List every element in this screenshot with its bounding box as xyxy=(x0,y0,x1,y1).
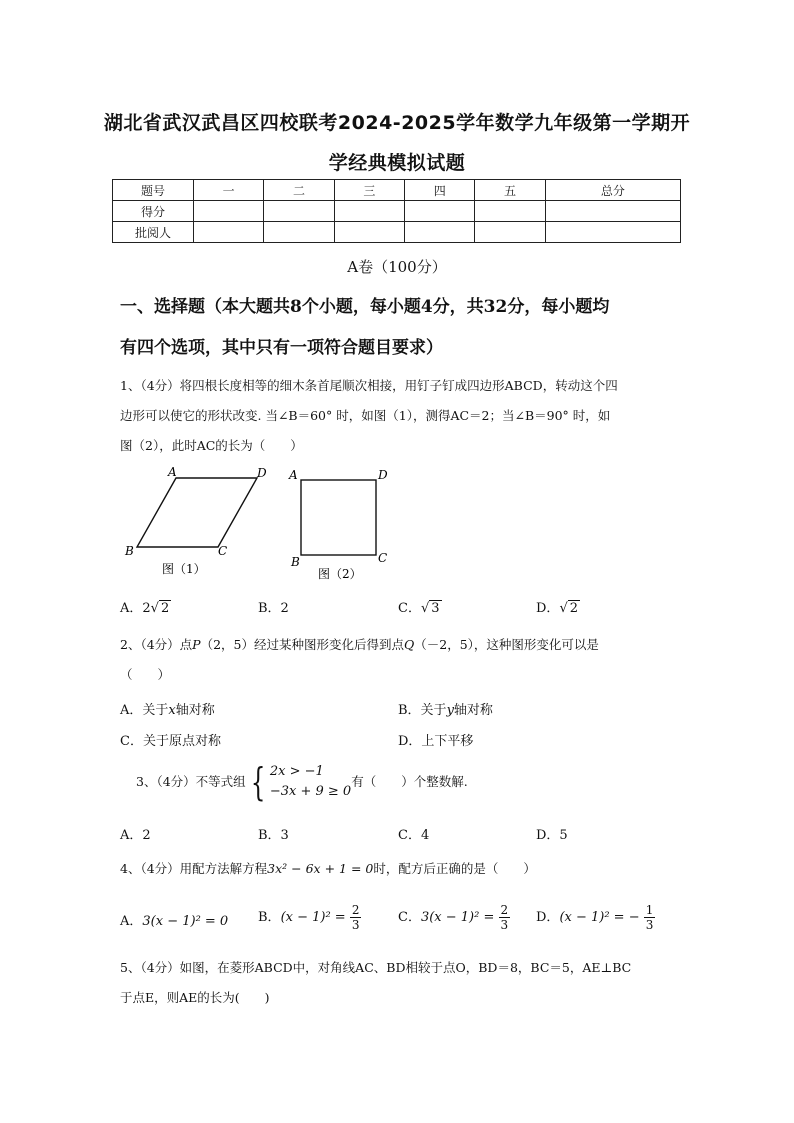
fraction: $\frac{2}{3}$ xyxy=(351,903,360,932)
option-label: A． xyxy=(120,601,143,616)
fraction: $\frac{1}{3}$ xyxy=(645,903,654,932)
table-cell: 二 xyxy=(264,180,334,201)
option-label: D． xyxy=(536,601,560,616)
score-table-header-row xyxy=(113,180,681,201)
table-cell: 四 xyxy=(405,180,475,201)
exam-title-line2: 学经典模拟试题 xyxy=(328,152,466,174)
vertex-label: A xyxy=(168,465,177,479)
vertex-label: B xyxy=(125,544,134,558)
sqrt-radicand: 2 xyxy=(160,601,170,616)
q4-option-d[interactable]: D．(x − 1)² = − $\frac{1}{3}$ xyxy=(536,903,654,932)
table-cell[interactable] xyxy=(334,222,404,243)
q1-text-line2: 边形可以使它的形状改变. 当∠B＝60° 时，如图（1），测得AC＝2；当∠B＝90° 时，如 xyxy=(120,408,611,423)
option-label: C． xyxy=(398,601,421,616)
q4-option-c[interactable]: C．3(x − 1)² = $\frac{2}{3}$ xyxy=(398,903,509,932)
figure-caption: 图（1） xyxy=(162,562,206,576)
q3-option-d[interactable]: D．5 xyxy=(536,828,568,843)
q4-option-a[interactable]: A．3(x − 1)² = 0 xyxy=(120,914,229,929)
q1-text-line1: 1、（4分）将四根长度相等的细木条首尾顺次相接，用钉子钉成四边形ABCD，转动这个四 xyxy=(120,378,618,393)
section-heading-line1: 一、选择题（本大题共8个小题，每小题4分，共32分，每小题均 xyxy=(120,297,610,317)
q2-text-line2: （ ） xyxy=(120,667,171,682)
vertex-label: D xyxy=(257,466,267,480)
table-cell[interactable] xyxy=(194,222,264,243)
figure-caption: 图（2） xyxy=(318,567,362,581)
table-cell[interactable] xyxy=(405,222,475,243)
table-cell: 一 xyxy=(194,180,264,201)
q3-text: 3、（4分）不等式组 { 2x > −1 −3x + 9 ≥ 0 有（ ）个整数解. xyxy=(136,760,468,804)
table-cell: 三 xyxy=(334,180,404,201)
q2-text-line1: 2、（4分）点P（2，5）经过某种图形变化后得到点Q（－2，5），这种图形变化可以是 xyxy=(120,637,599,652)
equation: 3x² − 6x + 1 = 0 xyxy=(267,861,374,876)
fraction: $\frac{2}{3}$ xyxy=(500,903,509,932)
paper-section-label: A卷（100分） xyxy=(347,258,447,276)
exam-title-line1: 湖北省武汉武昌区四校联考2024-2025学年数学九年级第一学期开 xyxy=(103,112,691,134)
score-table-row xyxy=(113,201,681,222)
q2-option-a[interactable]: A．关于x轴对称 xyxy=(120,703,215,718)
sqrt-radicand: 3 xyxy=(431,601,440,616)
table-cell[interactable] xyxy=(545,201,680,222)
table-cell: 五 xyxy=(475,180,545,201)
q3-option-c[interactable]: C．4 xyxy=(398,828,430,843)
q1-text-line3: 图（2），此时AC的长为（ ） xyxy=(120,438,303,453)
q2-option-b[interactable]: B．关于y轴对称 xyxy=(398,703,493,718)
table-cell[interactable] xyxy=(334,201,404,222)
q2-option-d[interactable]: D．上下平移 xyxy=(398,734,474,749)
table-cell: 题号 xyxy=(113,180,194,201)
q5-text-line1: 5、（4分）如图，在菱形ABCD中，对角线AC、BD相较于点O，BD＝8，BC＝5，AE⊥BC xyxy=(120,960,632,975)
score-table-row xyxy=(113,222,681,243)
table-cell: 总分 xyxy=(545,180,680,201)
table-cell: 得分 xyxy=(113,201,194,222)
vertex-label: C xyxy=(378,551,388,565)
vertex-label: B xyxy=(291,555,300,569)
table-cell[interactable] xyxy=(264,201,334,222)
figure-square xyxy=(288,468,388,581)
table-cell: 批阅人 xyxy=(113,222,194,243)
q4-option-b[interactable]: B．(x − 1)² = $\frac{2}{3}$ xyxy=(258,903,360,932)
table-cell[interactable] xyxy=(264,222,334,243)
section-heading-line2: 有四个选项，其中只有一项符合题目要求） xyxy=(120,338,443,358)
q1-option-b[interactable]: B．2 xyxy=(258,601,289,616)
table-cell[interactable] xyxy=(545,222,680,243)
table-cell[interactable] xyxy=(475,201,545,222)
vertex-label: C xyxy=(218,544,228,558)
q1-option-d[interactable]: D．√ 2 xyxy=(536,601,579,616)
inequality-system: 2x > −1 −3x + 9 ≥ 0 xyxy=(269,764,352,799)
table-cell[interactable] xyxy=(405,201,475,222)
q3-option-a[interactable]: A．2 xyxy=(120,828,151,843)
q3-option-b[interactable]: B．3 xyxy=(258,828,289,843)
q1-figures xyxy=(118,462,408,587)
table-cell[interactable] xyxy=(194,201,264,222)
q4-text: 4、（4分）用配方法解方程3x² − 6x + 1 = 0时，配方后正确的是（ ） xyxy=(120,861,536,876)
vertex-label: A xyxy=(289,468,298,482)
figure-rhombus xyxy=(124,465,267,576)
vertex-label: D xyxy=(378,468,388,482)
option-coefficient: 2 xyxy=(142,601,151,616)
q5-text-line2: 于点E，则AE的长为( ) xyxy=(120,990,270,1005)
table-cell[interactable] xyxy=(475,222,545,243)
q1-option-c[interactable]: C．√ 3 xyxy=(398,601,440,616)
sqrt-radicand: 2 xyxy=(569,601,579,616)
score-table xyxy=(112,179,681,243)
q2-option-c[interactable]: C．关于原点对称 xyxy=(120,734,221,749)
q1-option-a[interactable]: A．2√ 2 xyxy=(120,601,170,616)
